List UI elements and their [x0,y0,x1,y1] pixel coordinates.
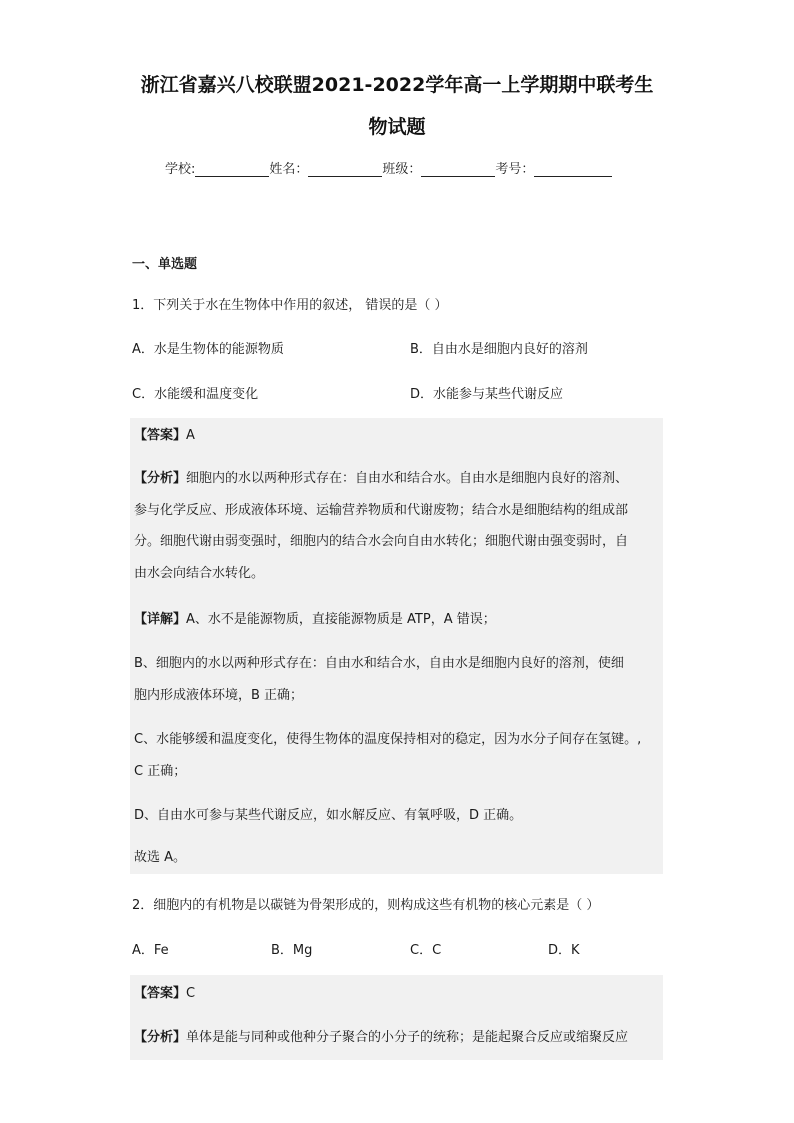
page-title-continued: 物试题 [368,116,426,138]
analysis-line: 由水会向结合水转化。 [134,565,265,581]
student-info-row [165,158,612,177]
q1-option-a: A．水是生物体的能源物质 [132,342,284,357]
analysis-line: 单体是能与同种或他种分子聚合的小分子的统称；是能起聚合反应或缩聚反应 [186,1030,629,1045]
exam-no-label: 考号： [495,162,535,177]
analysis-line: 细胞内的水以两种形式存在：自由水和结合水。自由水是细胞内良好的溶剂、 [186,471,629,486]
question-2-stem: 2．细胞内的有机物是以碳链为骨架形成的，则构成这些有机物的核心元素是（ ） [132,898,600,913]
q1-option-c: C．水能缓和温度变化 [132,387,259,402]
answer-value: A [186,428,195,443]
q1-analysis [134,463,674,589]
name-label: 姓名： [269,162,309,177]
q1-detail-d: D、自由水可参与某些代谢反应，如水解反应、有氧呼吸，D 正确。 [134,808,523,823]
analysis-tag: 【分析】 [134,1030,187,1045]
answer-tag: 【答案】 [134,428,187,443]
q2-option-b: B．Mg [271,943,313,958]
name-blank [308,162,382,177]
q2-analysis [134,1022,674,1054]
question-1-stem: 1．下列关于水在生物体中作用的叙述， 错误的是（ ） [132,298,448,313]
analysis-tag: 【分析】 [134,471,187,486]
exam-no-blank [534,162,612,177]
analysis-line: 参与化学反应、形成液体环境、运输营养物质和代谢废物；结合水是细胞结构的组成部 [134,502,629,518]
detail-line: C、水能够缓和温度变化，使得生物体的温度保持相对的稳定，因为水分子间存在氢键。, [134,732,642,747]
answer-tag: 【答案】 [134,986,187,1001]
detail-line: B、细胞内的水以两种形式存在：自由水和结合水，自由水是细胞内良好的溶剂，使细 [134,656,624,671]
section-heading: 一、单选题 [132,257,198,272]
q1-detail [134,604,674,636]
school-label: 学校: [165,162,196,177]
q1-answer [134,420,674,452]
q2-answer [134,978,674,1010]
class-blank [421,162,495,177]
school-blank [195,162,269,177]
analysis-line: 分。细胞代谢由弱变强时，细胞内的结合水会向自由水转化；细胞代谢由强变弱时，自 [134,534,629,549]
q2-option-c: C．C [410,943,442,958]
page-title: 浙江省嘉兴八校联盟2021-2022学年高一上学期期中联考生 [140,74,654,96]
class-label: 班级： [382,162,422,177]
detail-line: A、水不是能源物质，直接能源物质是 ATP，A 错误； [186,612,496,627]
q1-detail-c [134,724,674,787]
q1-option-b: B．自由水是细胞内良好的溶剂 [410,342,588,357]
detail-line: 胞内形成液体环境，B 正确； [134,687,304,703]
q1-detail-b [134,648,674,711]
q2-option-a: A．Fe [132,943,169,958]
q1-detail-conclusion: 故选 A。 [134,850,187,865]
detail-line: C 正确； [134,763,187,779]
q2-option-d: D．K [548,943,580,958]
answer-value: C [186,986,196,1001]
q1-option-d: D．水能参与某些代谢反应 [410,387,564,402]
detail-tag: 【详解】 [134,612,187,627]
